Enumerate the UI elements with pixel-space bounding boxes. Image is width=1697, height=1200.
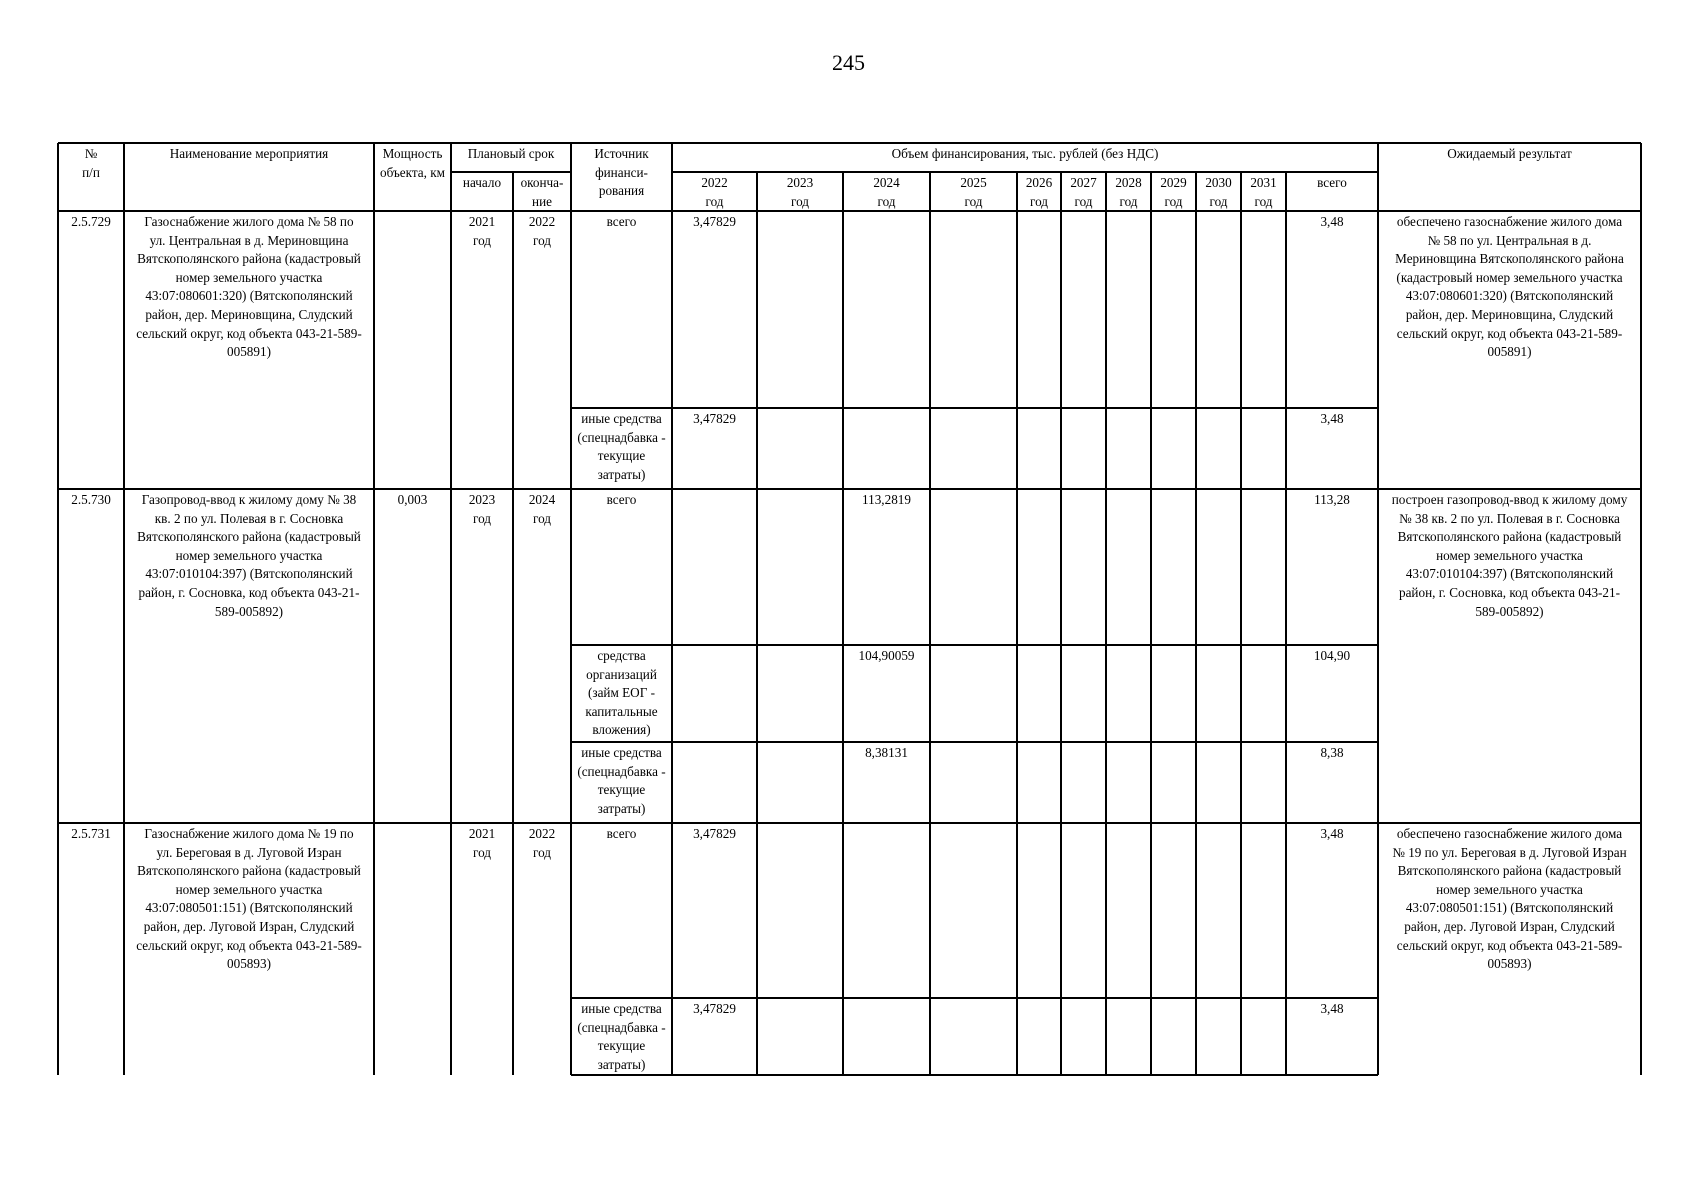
row-name-line: сельский округ, код объекта 043-21-589- bbox=[136, 325, 362, 341]
row-result-line: 43:07:080501:151) (Вятскополянский bbox=[1405, 900, 1614, 916]
row-result-line: построен газопровод-ввод к жилому дому bbox=[1391, 492, 1628, 507]
row-result-line: 005891) bbox=[1487, 344, 1532, 360]
value-2022 bbox=[672, 1000, 757, 1019]
header-end-line: ние bbox=[532, 193, 552, 209]
row-start-line: 2021 bbox=[468, 214, 496, 229]
header-year-2028-line: 2028 bbox=[1115, 175, 1142, 190]
header-num-line: п/п bbox=[82, 164, 100, 180]
row-result-line: номер земельного участка bbox=[1436, 547, 1583, 563]
row-start-line: 2021 bbox=[468, 826, 496, 841]
header-start bbox=[451, 174, 513, 193]
header-power-line: Мощность bbox=[382, 146, 443, 161]
header-num bbox=[58, 145, 124, 182]
row-end bbox=[513, 491, 571, 528]
value-total bbox=[1286, 744, 1378, 763]
header-year-2028-line: год bbox=[1119, 193, 1138, 209]
header-year-2026-line: 2026 bbox=[1025, 175, 1053, 190]
source-label-line: затраты) bbox=[597, 800, 646, 816]
value-total bbox=[1286, 410, 1378, 429]
source-label-line: капитальные bbox=[585, 703, 658, 719]
value-2022-line: 3,47829 bbox=[693, 1001, 736, 1016]
row-end-line: 2022 bbox=[528, 214, 556, 229]
source-label bbox=[571, 213, 672, 232]
header-year-2022-line: год bbox=[705, 193, 724, 209]
source-label-line: затраты) bbox=[597, 466, 646, 482]
header-year-2022-line: 2022 bbox=[701, 175, 728, 190]
row-result-line: Вятскополянского района (кадастровый bbox=[1397, 529, 1622, 545]
value-2022-line: 3,47829 bbox=[693, 411, 736, 426]
header-year-2025-line: год bbox=[964, 193, 983, 209]
header-result bbox=[1378, 145, 1641, 164]
row-result-line: Мериновщина Вятскополянского района bbox=[1395, 251, 1624, 267]
source-label-line: всего bbox=[606, 826, 637, 841]
header-year-2031-line: год bbox=[1254, 193, 1273, 209]
row-name-line: номер земельного участка bbox=[175, 881, 323, 897]
header-end-line: оконча- bbox=[520, 175, 564, 190]
header-year-2030-line: год bbox=[1209, 193, 1228, 209]
header-source-line: рования bbox=[598, 183, 645, 199]
row-result-line: № 38 кв. 2 по ул. Полевая в г. Сосновка bbox=[1399, 510, 1620, 526]
row-end bbox=[513, 825, 571, 862]
value-2024-line: 8,38131 bbox=[865, 745, 908, 760]
row-result-line: № 58 по ул. Центральная в д. bbox=[1427, 232, 1592, 248]
row-end bbox=[513, 213, 571, 250]
value-2022 bbox=[672, 825, 757, 844]
source-label-line: всего bbox=[606, 492, 637, 507]
header-year-2029-line: 2029 bbox=[1160, 175, 1187, 190]
header-year-2031-line: 2031 bbox=[1250, 175, 1277, 190]
row-num-line: 2.5.730 bbox=[71, 492, 111, 507]
value-2024-line: 113,2819 bbox=[862, 492, 911, 507]
value-2024 bbox=[843, 647, 930, 666]
row-name-line: район, г. Сосновка, код объекта 043-21- bbox=[138, 584, 360, 600]
source-label-line: всего bbox=[606, 214, 637, 229]
value-2024 bbox=[843, 744, 930, 763]
row-start-line: год bbox=[472, 844, 491, 860]
row-name-line: 43:07:080501:151) (Вятскополянский bbox=[145, 900, 353, 916]
row-start bbox=[451, 825, 513, 862]
value-total-line: 3,48 bbox=[1320, 411, 1344, 426]
header-term-line: Плановый срок bbox=[467, 146, 555, 161]
header-source-line: финанси- bbox=[595, 164, 648, 180]
header-year-2023 bbox=[757, 174, 843, 211]
header-start-line: начало bbox=[462, 175, 502, 190]
source-label-line: иные средства bbox=[581, 1001, 662, 1016]
source-label-line: (спецнадбавка - bbox=[577, 429, 666, 445]
header-year-2030 bbox=[1196, 174, 1241, 211]
row-result bbox=[1378, 213, 1641, 362]
row-name-line: Газоснабжение жилого дома № 19 по bbox=[144, 826, 354, 841]
row-result-line: сельский округ, код объекта 043-21-589- bbox=[1396, 937, 1623, 953]
row-num bbox=[58, 491, 124, 510]
value-total bbox=[1286, 491, 1378, 510]
row-name-line: номер земельного участка bbox=[175, 269, 323, 285]
row-result-line: № 19 по ул. Береговая в д. Луговой Изран bbox=[1392, 844, 1627, 860]
value-total-line: 104,90 bbox=[1313, 648, 1351, 663]
value-total bbox=[1286, 1000, 1378, 1019]
row-end-line: 2024 bbox=[528, 492, 556, 507]
row-end-line: 2022 bbox=[528, 826, 556, 841]
row-name-line: ул. Центральная в д. Мериновщина bbox=[149, 232, 349, 248]
row-result bbox=[1378, 491, 1641, 621]
row-name bbox=[124, 825, 374, 974]
row-name-line: район, дер. Луговой Изран, Слудский bbox=[143, 918, 355, 934]
source-label-line: иные средства bbox=[581, 411, 662, 426]
row-name-line: Вятскополянского района (кадастровый bbox=[137, 529, 361, 545]
row-start bbox=[451, 491, 513, 528]
header-year-2026-line: год bbox=[1029, 193, 1048, 209]
row-start-line: год bbox=[472, 232, 491, 248]
row-start-line: год bbox=[472, 510, 491, 526]
value-total bbox=[1286, 825, 1378, 844]
row-end-line: год bbox=[532, 232, 551, 248]
header-year-2031 bbox=[1241, 174, 1286, 211]
source-label-line: (спецнадбавка - bbox=[577, 1019, 666, 1035]
source-label bbox=[571, 647, 672, 740]
header-source-line: Источник bbox=[594, 146, 649, 161]
row-name-line: 589-005892) bbox=[214, 603, 284, 619]
source-label bbox=[571, 1000, 672, 1074]
header-year-2025-line: 2025 bbox=[960, 175, 987, 190]
value-total-line: 113,28 bbox=[1314, 492, 1350, 507]
row-name-line: кв. 2 по ул. Полевая в г. Сосновка bbox=[154, 510, 344, 526]
row-name-line: 005891) bbox=[227, 344, 271, 360]
source-label-line: (займ ЕОГ - bbox=[587, 685, 656, 701]
row-result bbox=[1378, 825, 1641, 974]
header-year-2027 bbox=[1061, 174, 1106, 211]
header-year-2024-line: год bbox=[877, 193, 896, 209]
header-source bbox=[571, 145, 672, 201]
header-funding-line: Объем финансирования, тыс. рублей (без НДС) bbox=[891, 146, 1159, 161]
row-end-line: год bbox=[532, 510, 551, 526]
header-year-2025 bbox=[930, 174, 1017, 211]
row-name-line: ул. Береговая в д. Луговой Изран bbox=[156, 844, 342, 860]
row-name-line: Вятскополянского района (кадастровый bbox=[137, 863, 361, 879]
source-label-line: затраты) bbox=[597, 1056, 646, 1072]
header-year-2029 bbox=[1151, 174, 1196, 211]
header-year-2028 bbox=[1106, 174, 1151, 211]
value-2024 bbox=[843, 491, 930, 510]
row-name bbox=[124, 491, 374, 621]
header-total-line: всего bbox=[1317, 175, 1347, 190]
row-num-line: 2.5.731 bbox=[71, 826, 111, 841]
row-result-line: обеспечено газоснабжение жилого дома bbox=[1396, 826, 1623, 841]
row-name-line: номер земельного участка bbox=[175, 547, 323, 563]
header-name bbox=[124, 145, 374, 164]
header-year-2023-line: 2023 bbox=[786, 175, 814, 190]
row-start bbox=[451, 213, 513, 250]
header-year-2023-line: год bbox=[790, 193, 809, 209]
header-name-line: Наименование мероприятия bbox=[169, 146, 329, 161]
source-label-line: текущие bbox=[597, 782, 646, 798]
header-power-line: объекта, км bbox=[379, 164, 445, 180]
row-result-line: район, дер. Луговой Изран, Слудский bbox=[1404, 918, 1615, 934]
header-year-2022 bbox=[672, 174, 757, 211]
row-name-line: 005893) bbox=[227, 956, 271, 972]
value-2024-line: 104,90059 bbox=[858, 648, 915, 663]
row-result-line: 589-005892) bbox=[1475, 603, 1544, 619]
source-label-line: средства bbox=[597, 648, 646, 663]
row-name bbox=[124, 213, 374, 362]
row-name-line: 43:07:080601:320) (Вятскополянский bbox=[145, 288, 353, 304]
header-end bbox=[513, 174, 571, 211]
row-result-line: 43:07:080601:320) (Вятскополянский bbox=[1405, 288, 1614, 304]
value-2022-line: 3,47829 bbox=[693, 826, 736, 841]
row-result-line: 43:07:010104:397) (Вятскополянский bbox=[1405, 566, 1614, 582]
row-num bbox=[58, 825, 124, 844]
header-year-2029-line: год bbox=[1164, 193, 1183, 209]
value-total-line: 8,38 bbox=[1320, 745, 1344, 760]
value-total bbox=[1286, 213, 1378, 232]
row-name-line: Газопровод-ввод к жилому дому № 38 bbox=[141, 492, 357, 507]
row-start-line: 2023 bbox=[468, 492, 496, 507]
row-result-line: (кадастровый номер земельного участка bbox=[1396, 269, 1623, 285]
header-term bbox=[451, 145, 571, 164]
row-power bbox=[374, 491, 451, 510]
header-year-2030-line: 2030 bbox=[1205, 175, 1232, 190]
header-funding bbox=[672, 145, 1378, 164]
row-num bbox=[58, 213, 124, 232]
row-result-line: 005893) bbox=[1487, 956, 1532, 972]
header-year-2024 bbox=[843, 174, 930, 211]
source-label-line: (спецнадбавка - bbox=[577, 763, 666, 779]
row-result-line: обеспечено газоснабжение жилого дома bbox=[1396, 214, 1623, 229]
row-result-line: сельский округ, код объекта 043-21-589- bbox=[1396, 325, 1623, 341]
row-result-line: номер земельного участка bbox=[1436, 881, 1583, 897]
source-label bbox=[571, 744, 672, 818]
source-label-line: иные средства bbox=[581, 745, 662, 760]
source-label-line: организаций bbox=[586, 666, 657, 682]
header-num-line: № bbox=[84, 146, 98, 161]
value-total-line: 3,48 bbox=[1320, 826, 1344, 841]
header-power bbox=[374, 145, 451, 182]
value-2022 bbox=[672, 213, 757, 232]
value-total bbox=[1286, 647, 1378, 666]
row-end-line: год bbox=[532, 844, 551, 860]
value-total-line: 3,48 bbox=[1320, 214, 1344, 229]
row-result-line: район, дер. Мериновщина, Слудский bbox=[1405, 306, 1614, 322]
value-total-line: 3,48 bbox=[1320, 1001, 1344, 1016]
header-year-2024-line: 2024 bbox=[873, 175, 900, 190]
value-2022 bbox=[672, 410, 757, 429]
header-year-2026 bbox=[1017, 174, 1061, 211]
source-label-line: текущие bbox=[597, 448, 646, 464]
source-label bbox=[571, 410, 672, 484]
row-name-line: район, дер. Мериновщина, Слудский bbox=[145, 306, 353, 322]
value-2022-line: 3,47829 bbox=[693, 214, 736, 229]
header-result-line: Ожидаемый результат bbox=[1447, 146, 1572, 161]
row-result-line: Вятскополянского района (кадастровый bbox=[1397, 863, 1622, 879]
row-power-line: 0,003 bbox=[397, 492, 428, 507]
row-name-line: 43:07:010104:397) (Вятскополянский bbox=[145, 566, 353, 582]
row-num-line: 2.5.729 bbox=[71, 214, 111, 229]
row-name-line: сельский округ, код объекта 043-21-589- bbox=[136, 937, 362, 953]
row-name-line: Газоснабжение жилого дома № 58 по bbox=[144, 214, 354, 229]
page-number: 245 bbox=[832, 50, 865, 75]
source-label bbox=[571, 825, 672, 844]
header-year-2027-line: 2027 bbox=[1070, 175, 1097, 190]
source-label-line: текущие bbox=[597, 1038, 646, 1054]
header-year-2027-line: год bbox=[1074, 193, 1093, 209]
source-label-line: вложения) bbox=[592, 722, 651, 738]
header-total bbox=[1286, 174, 1378, 193]
row-name-line: Вятскополянского района (кадастровый bbox=[137, 251, 361, 267]
row-result-line: район, г. Сосновка, код объекта 043-21- bbox=[1398, 584, 1621, 600]
source-label bbox=[571, 491, 672, 510]
